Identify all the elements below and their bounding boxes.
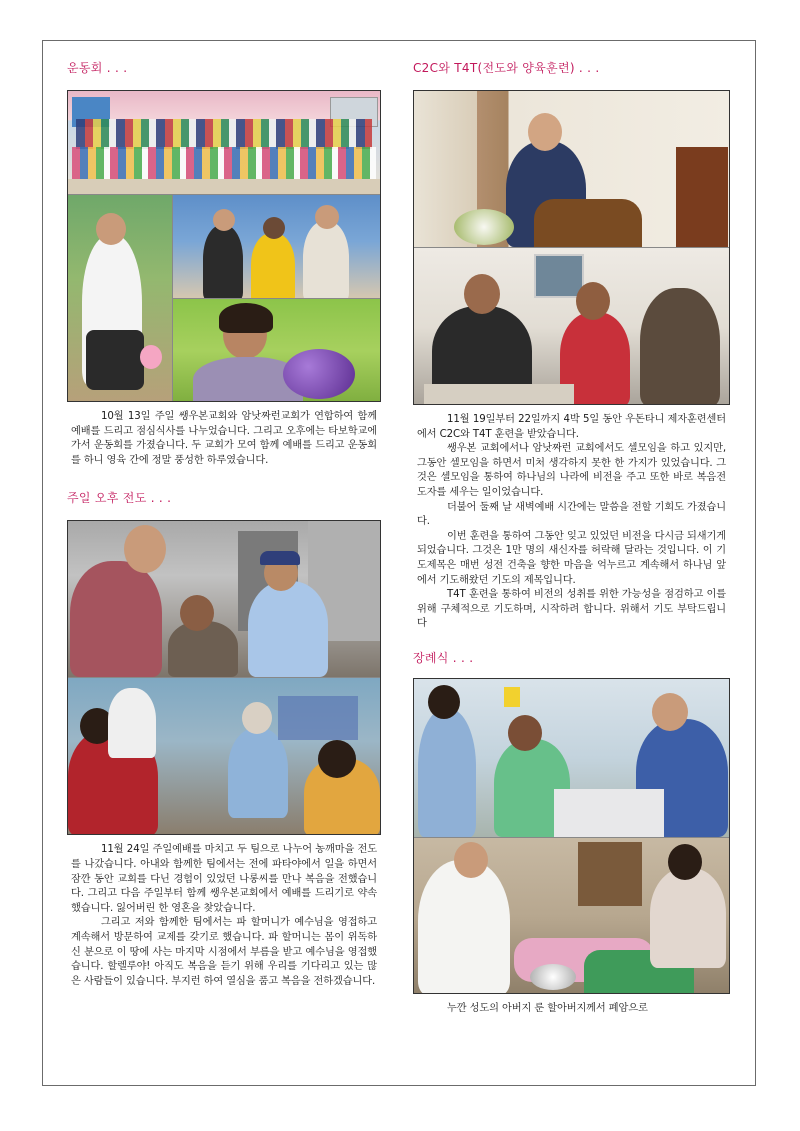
woman-head-shape <box>668 844 702 880</box>
person-head-shape <box>315 205 339 229</box>
pastor-preaching-photo <box>414 91 729 247</box>
section-heading-funeral: 장례식 . . . <box>413 650 474 665</box>
balloon-shape <box>140 345 162 369</box>
sports-day-photo-collage <box>67 90 381 402</box>
woman-shape <box>640 288 720 405</box>
training-text <box>413 413 730 632</box>
training-session-photo <box>414 248 729 405</box>
person-head-shape <box>96 213 126 245</box>
evangelism-photo-collage <box>67 520 381 835</box>
shorts-shape <box>86 330 144 390</box>
crowd-back-row <box>76 119 372 149</box>
paragraph: 11월 24일 주일예배를 마치고 두 팀으로 나누어 농깨마을 전도를 나갔습니다. 아내와 함께한 팀에서는 전에 파타야에서 일을 하면서 잠깐 동안 교회를 다닌 경험이 있었던 나롱씨를 만나 복음을 전했습니다. 그리고 다음 주일부터 함께 쌩우본교회에서 예배를 드리기로 약속 했습니다. 잃어버린 한 영혼을 찾았습니다. <box>71 844 377 914</box>
table-shape <box>424 384 574 405</box>
section-heading-sports-day: 운동회 . . . <box>67 61 128 75</box>
cabinet-shape <box>578 842 642 906</box>
balloon-game-photo <box>173 299 380 402</box>
pastor-shape <box>418 860 510 994</box>
old-man-shirt-shape <box>248 581 328 677</box>
pastor-head-shape <box>454 842 488 878</box>
hair-shape <box>219 303 273 333</box>
floor-shape <box>68 179 380 194</box>
woman-head-shape <box>428 685 460 719</box>
paragraph: 누깐 성도의 아버지 룬 할아버지께서 폐암으로 <box>447 1002 648 1014</box>
purple-balloon-shape <box>283 349 355 399</box>
young-man-head-shape <box>576 282 610 320</box>
mosquito-net-shape <box>278 696 358 740</box>
person-head-shape <box>213 209 235 231</box>
funeral-text <box>413 1002 730 1017</box>
person-head-shape <box>263 217 285 239</box>
sports-day-game-photo <box>68 195 172 402</box>
flowers-shape <box>454 209 514 245</box>
village-visit-photo <box>68 521 380 677</box>
paragraph: 그리고 저와 함께한 팀에서는 파 할머니가 예수님을 영접하고 계속해서 방문하여 교제를 갖기로 했습니다. 파 할머니는 몸이 위독하신 분으로 이 땅에 사는 마지막 시점에서 부름을 받고 예수님을 영접했습니다. 할렐루야! 아직도 복음을 듣기 위해 우리를 기다리고 있는 많은 사람들이 있습니다. 부지런 하여 열심을 품고 복음을 전하겠습니다. <box>71 917 377 987</box>
paragraph: T4T 훈련을 통하여 비전의 성취를 위한 가능성을 점검하고 이를 위해 구체적으로 기도하며, 시작하려 합니다. 위해서 기도 부탁드립니다 <box>417 589 726 630</box>
paragraph: 10월 13일 주일 쌩우본교회와 암낫짜런교회가 연합하여 함께 예배를 드리고 점심식사를 나누었습니다. 그리고 오후에는 타보학교에 가서 운동회를 가졌습니다. 두 교회가 모여 함께 예배를 드리고 운동회를 하니 영육 간에 정말 풍성한 하루였습니다. <box>71 411 377 466</box>
man-head-shape <box>508 715 542 751</box>
window-shape <box>534 254 584 298</box>
sunday-evangelism-text <box>67 843 381 989</box>
woman-shape <box>650 868 726 968</box>
man-head-shape <box>464 274 500 314</box>
pulpit-shape <box>534 199 642 247</box>
paragraph: 쌩우본 교회에서나 암낫짜런 교회에서도 셀모임을 하고 있지만, 그동안 셀모임을 하면서 미처 생각하지 못한 한 가지가 있었습니다. 그것은 셀모임을 통하여 하나님의 나라에 비전을 주고 또한 바로 복음전도자를 세우는 일이었습니다. <box>417 443 726 498</box>
right-column <box>413 58 730 1017</box>
section-heading-sunday-evangelism: 주일 오후 전도 . . . <box>67 491 172 506</box>
paragraph: 이번 훈련을 통하여 그동안 잊고 있었던 비전을 다시금 되새기게 되었습니다. 그것은 1만 명의 새신자를 허락해 달라는 것입니다. 이 기도제목은 매번 성전 건축을 향한 마음을 억누르고 계속해서 하나님 앞에서 기도해왔던 기도의 제목입니다. <box>417 530 726 586</box>
person-shape <box>303 221 349 298</box>
crowd-front-row <box>72 147 376 181</box>
paragraph: 더불어 둘째 날 새벽예배 시간에는 말씀을 전할 기회도 가졌습니다. <box>417 501 726 528</box>
person-shape <box>203 225 243 298</box>
left-column <box>67 58 381 989</box>
pastor-head-shape <box>528 113 562 151</box>
section-heading-c2c-t4t: C2C와 T4T(전도와 양육훈련) . . . <box>413 61 600 75</box>
bedside-prayer-photo <box>414 838 729 994</box>
training-photo-collage <box>413 90 730 405</box>
person-shape <box>108 688 156 758</box>
funeral-photo-collage <box>413 678 730 994</box>
sign-shape <box>504 687 520 707</box>
paragraph: 11월 19일부터 22일까지 4박 5일 동안 우돈타니 제자훈련센터에서 C2C와 T4T 훈련을 받았습니다. <box>417 414 726 440</box>
person-shape <box>251 233 295 298</box>
pastor-head-shape <box>652 693 688 731</box>
sports-day-relay-photo <box>173 195 380 298</box>
hospital-visit-photo <box>414 679 729 837</box>
elderly-evangelism-photo <box>68 678 380 835</box>
man-head-shape <box>124 525 166 573</box>
sports-day-group-photo <box>68 91 380 194</box>
hospital-bed-shape <box>554 789 664 837</box>
cap-shape <box>260 551 300 565</box>
sports-day-text <box>67 410 381 468</box>
bowl-shape <box>530 964 576 990</box>
man-shirt-shape <box>70 561 162 677</box>
woman-shape <box>418 709 476 837</box>
lectern-shape <box>676 147 728 247</box>
elderly-woman-shape <box>228 728 288 818</box>
